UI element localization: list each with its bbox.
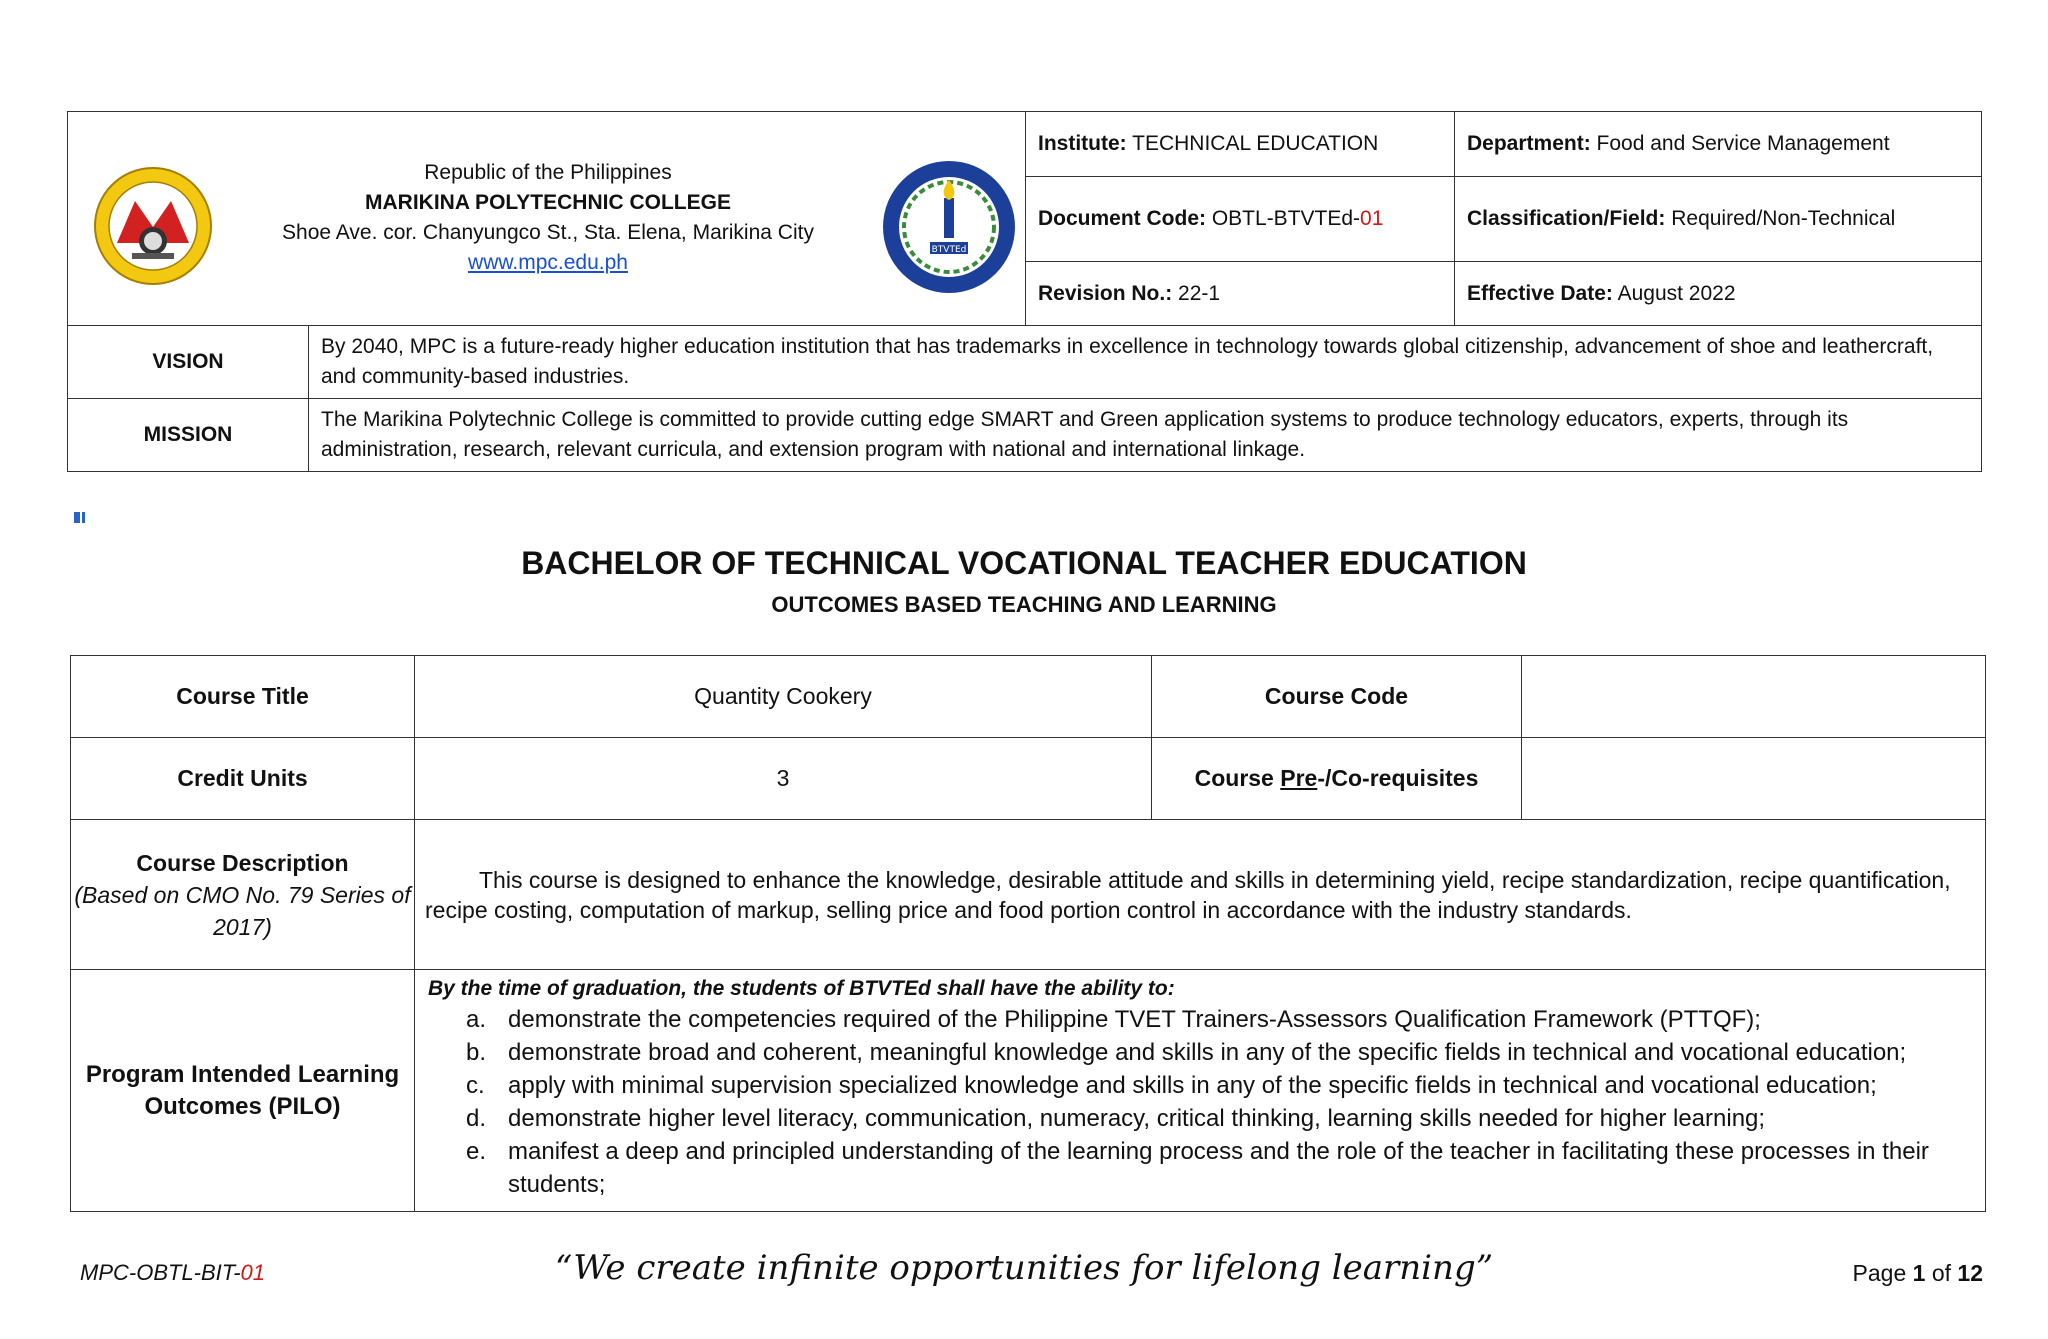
college-name: MARIKINA POLYTECHNIC COLLEGE [365,191,731,214]
mission-text: The Marikina Polytechnic College is committed to provide cutting edge SMART and Green application systems to produce technology educators, experts, through its administration, research, relevant curricula, and extension program with national and international linkage. [321,408,1849,461]
course-description-text: This course is designed to enhance the knowledge, desirable attitude and skills in determining yield, recipe standardization, recipe quantification, recipe costing, computation of markup, selling price and food portion control in accordance with the industry standards. [425,866,1951,923]
department-value: Food and Service Management [1596,132,1890,155]
vision-label: VISION [68,326,309,398]
footer-motto: “We create infinite opportunities for lifelong learning” [554,1248,1494,1288]
course-title-value: Quantity Cookery [415,656,1152,738]
classification-cell [1455,177,1982,262]
mission-row [68,399,1982,472]
course-title-label: Course Title [71,656,415,738]
revision-cell [1026,262,1455,326]
pilo-cell [415,970,1986,1212]
department-cell [1455,112,1982,177]
document-code-prefix: OBTL-BTVTEd- [1211,207,1361,230]
pilo-lead-text: By the time of graduation, the students of BTVTEd shall have the ability to: [428,977,1175,1000]
list-item: b. demonstrate broad and coherent, meaningful knowledge and skills in any of the specific fields in technical and vocational education; [466,1039,1907,1066]
college-address: Shoe Ave. cor. Chanyungco St., Sta. Elena, Marikina City [282,221,814,244]
btvted-seal-logo [880,158,1018,296]
program-title: BACHELOR OF TECHNICAL VOCATIONAL TEACHER EDUCATION [521,545,1527,581]
document-code-cell [1026,177,1455,262]
vision-row [68,326,1982,399]
prerequisites-value [1522,738,1986,820]
classification-value: Required/Non-Technical [1671,207,1896,230]
course-info-table [70,655,1986,1212]
college-address-block [248,158,848,278]
list-item: c. apply with minimal supervision specialized knowledge and skills in any of the specific fields in technical and vocational education; [466,1072,1877,1099]
course-code-value [1522,656,1986,738]
list-item: a. demonstrate the competencies required of the Philippine TVET Trainers-Assessors Qualification Framework (PTTQF); [466,1006,1761,1033]
revision-label: Revision No.: [1038,281,1173,305]
department-label: Department: [1467,132,1591,155]
course-description-label-cell [71,820,415,970]
classification-label: Classification/Field: [1467,207,1666,230]
course-description-label: Course Description [136,849,349,876]
course-code-label: Course Code [1152,656,1522,738]
list-item: d. demonstrate higher level literacy, communication, numeracy, critical thinking, learning skills needed for higher learning; [466,1105,1766,1132]
document-header-table [67,111,1982,472]
blue-marker [74,512,80,523]
institute-value: TECHNICAL EDUCATION [1132,132,1379,155]
document-code-label: Document Code: [1038,207,1206,230]
list-item: e. manifest a deep and principled understanding of the learning process and the role of the teacher in facilitating these processes in their students; [466,1138,1929,1198]
college-banner [68,112,1026,326]
effective-date-cell [1455,262,1982,326]
course-description-basis: (Based on CMO No. 79 Series of 2017) [74,881,411,940]
mission-label: MISSION [68,399,309,471]
credit-units-label: Credit Units [71,738,415,820]
prerequisites-label: Course Pre-/Co-requisites [1152,738,1522,820]
document-code-number: 01 [1360,207,1384,230]
mpc-seal-logo [92,165,214,287]
vision-text: By 2040, MPC is a future-ready higher education institution that has trademarks in excellence in technology towards global citizenship, advancement of shoe and leathercraft, and community-based industries. [321,335,1934,388]
institute-cell [1026,112,1455,177]
blue-marker-thin [82,512,85,523]
effective-date-value: August 2022 [1617,281,1736,305]
program-subtitle: OUTCOMES BASED TEACHING AND LEARNING [771,592,1277,617]
college-website-link[interactable]: www.mpc.edu.ph [468,251,628,274]
effective-date-label: Effective Date: [1467,281,1613,305]
course-description-cell [415,820,1986,970]
pilo-label: Program Intended Learning Outcomes (PILO) [71,970,415,1212]
page-number: Page 1 of 12 [1852,1260,1983,1286]
revision-value: 22-1 [1178,281,1221,305]
institute-label: Institute: [1038,132,1127,155]
btvted-logo-text: BTVTEd [931,245,967,255]
footer-document-code: MPC-OBTL-BIT-01 [80,1260,266,1285]
pilo-list [416,1003,1984,1201]
credit-units-value: 3 [415,738,1152,820]
republic-label: Republic of the Philippines [424,161,672,184]
